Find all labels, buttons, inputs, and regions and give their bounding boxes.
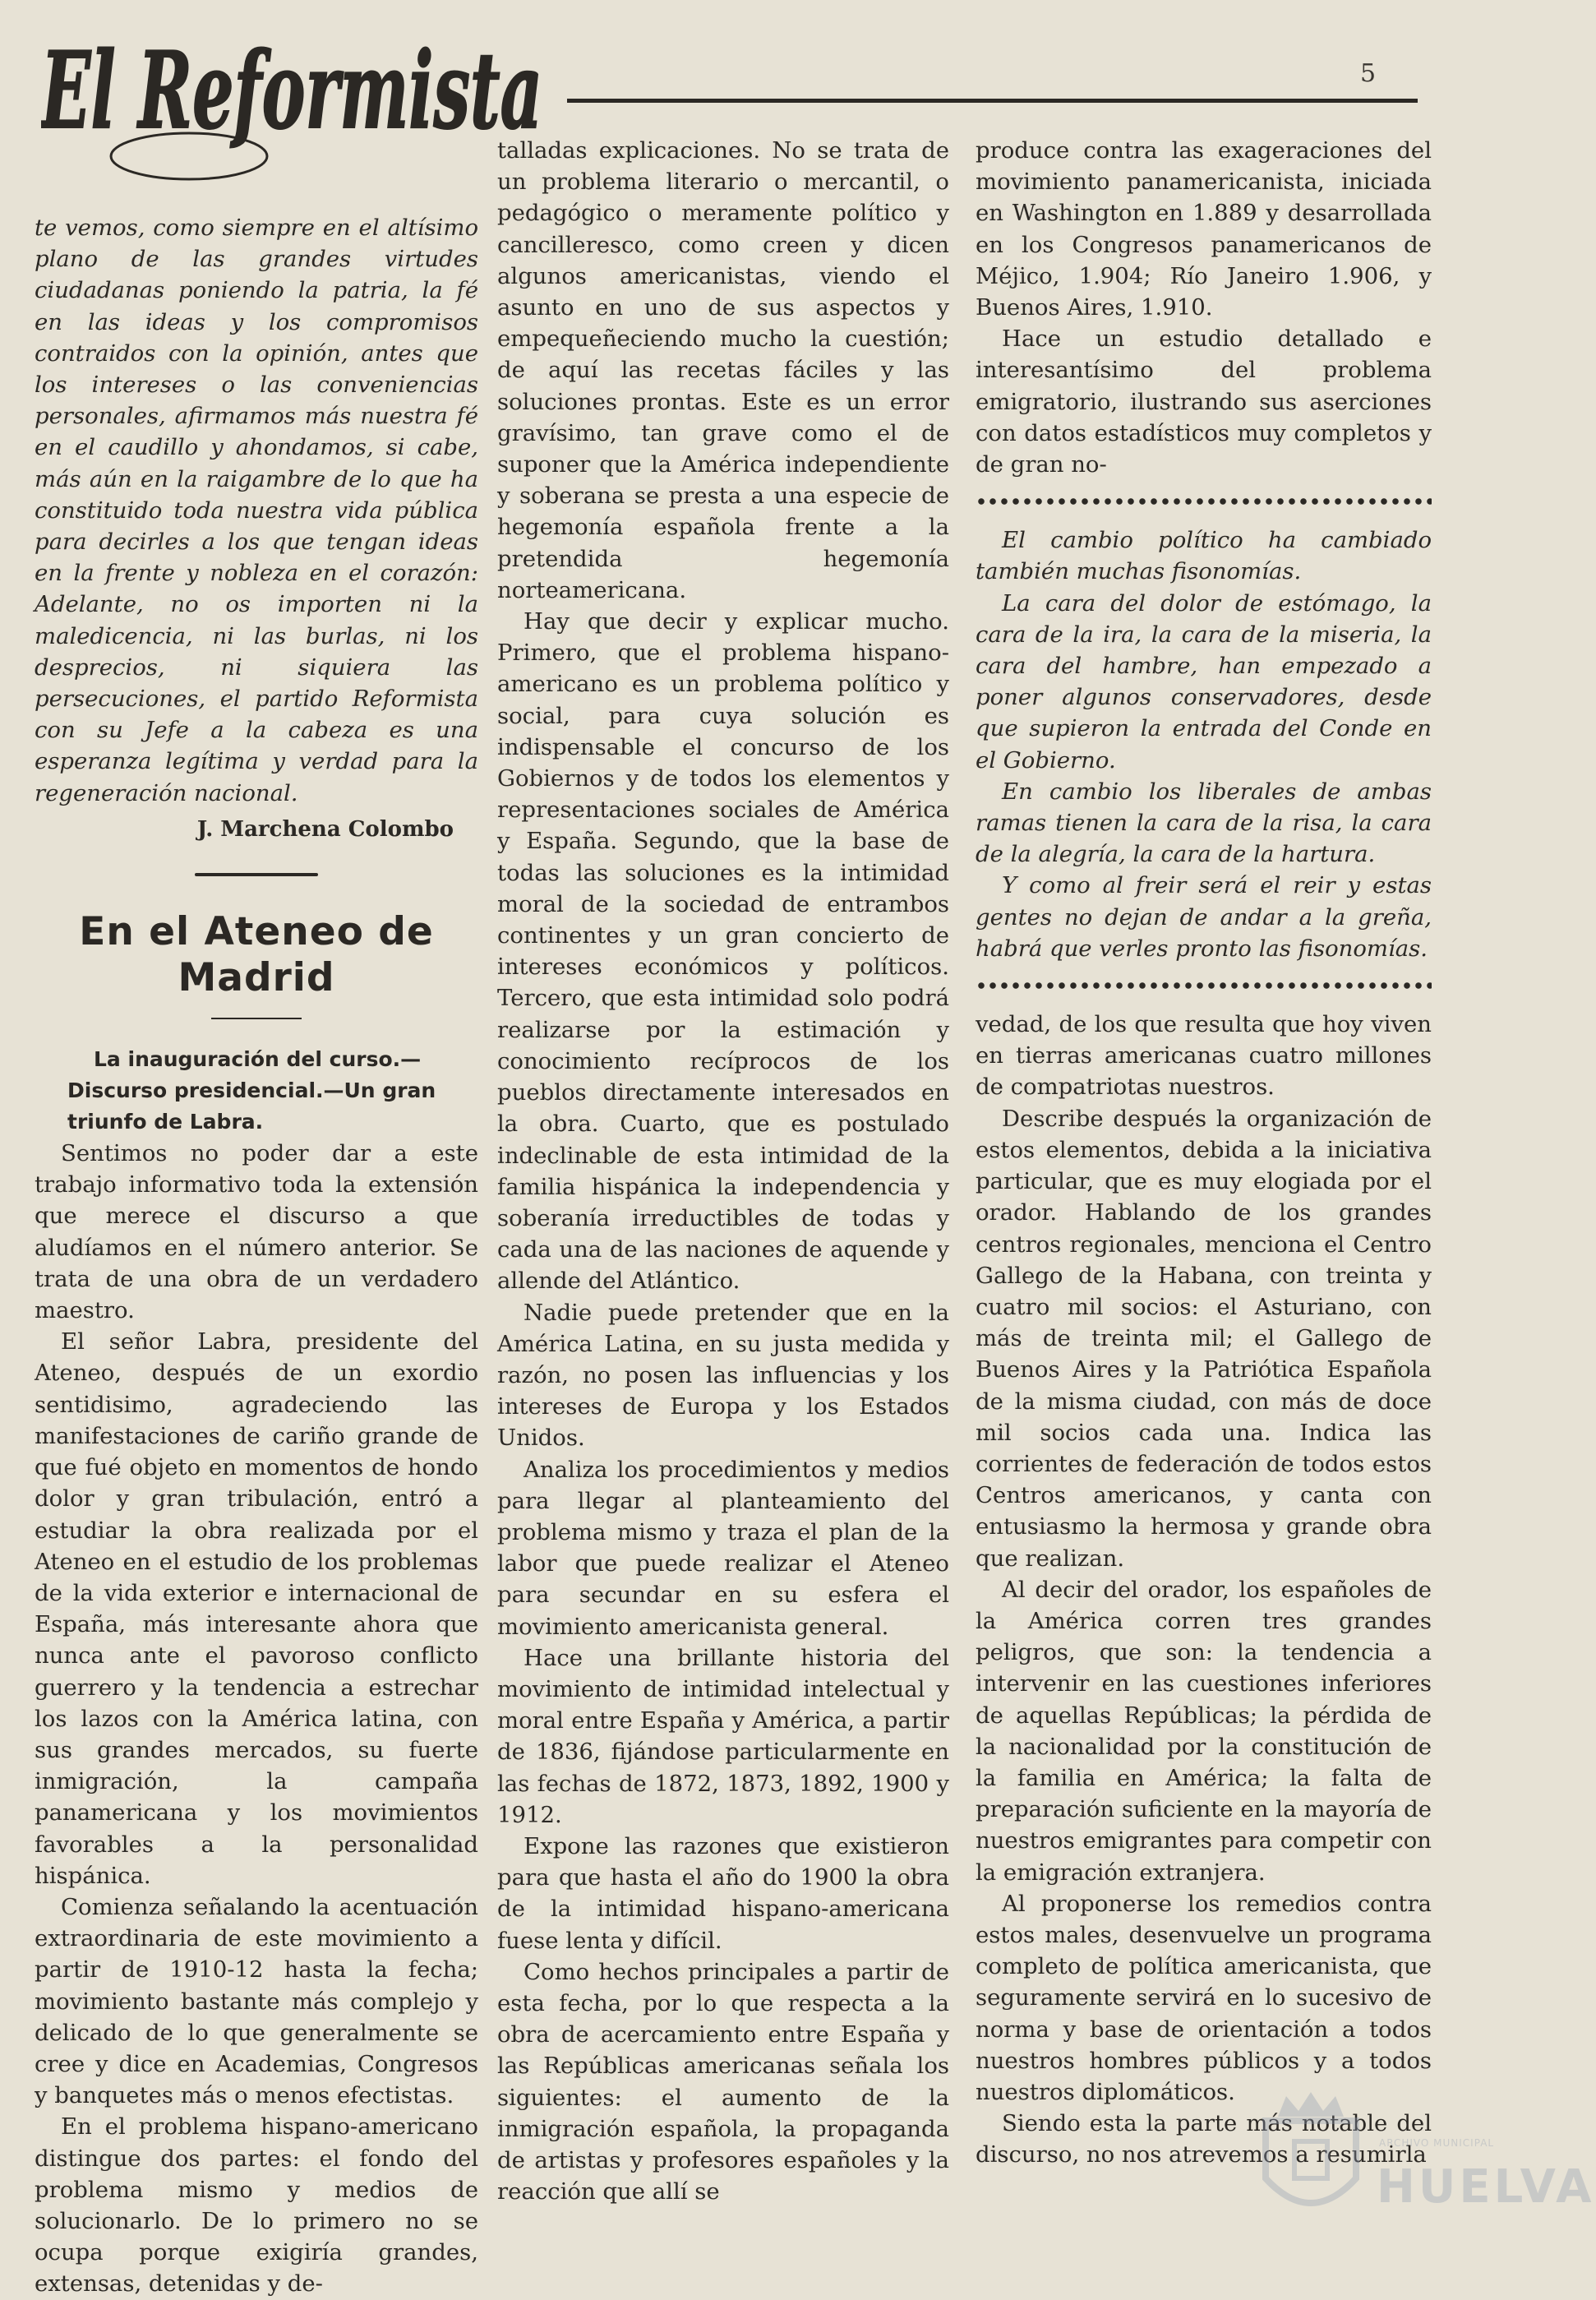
column-2: [497, 135, 949, 2207]
paragraph: Analiza los procedimientos y medios para llegar al planteamiento del problema mismo y traza el plan de la labor que puede realizar el Ateneo para secundar en su esfera el movimiento americanista general.: [497, 1456, 949, 1640]
paragraph: Siendo esta la parte más notable del discurso, no nos atrevemos a resumirla: [976, 2110, 1432, 2168]
note-paragraph: En cambio los liberales de ambas ramas tienen la cara de la risa, la cara de la alegría, la cara de la hartura.: [976, 778, 1432, 868]
dashed-divider: [976, 982, 1432, 989]
watermark-archive-label: ARCHIVO MUNICIPAL: [1379, 2137, 1495, 2149]
coat-of-arms-icon: [1249, 2088, 1372, 2228]
svg-text:El Reformista: El Reformista: [41, 33, 543, 153]
paragraph: Al proponerse los remedios contra estos males, desenvuelve un programa completo de política americanista, que seguramente servirá en lo sucesivo de norma y base de orientación a todos nuestros hombres públicos y a todos nuestros diplomáticos.: [976, 1890, 1432, 2105]
paragraph: Hace un estudio detallado e interesantísimo del problema emigratorio, ilustrando sus aserciones con datos estadísticos muy completos y de gran no-: [976, 326, 1432, 478]
paragraph: Al decir del orador, los españoles de la América corren tres grandes peligros, que son: la tendencia a intervenir en las cuestiones inferiores de aquellas Repúblicas; la pérdida de la nacionalidad por la constitución de la familia en América; la falta de preparación suficiente en la mayoría de nuestros emigrantes para competir con la emigración extranjera.: [976, 1576, 1432, 1886]
paragraph: Sentimos no poder dar a este trabajo informativo toda la extensión que merece el discurso a que aludíamos en el número anterior. Se trata de una obra de un verdadero maestro.: [35, 1140, 478, 1324]
paragraph: El señor Labra, presidente del Ateneo, después de un exordio sentidisimo, agradeciendo las manifestaciones de cariño grande de que fué objeto en momentos de hondo dolor y gran tribulación, entró a estudiar la obra realizada por el Ateneo en el estudio de los problemas de la vida exterior e internacional de España, más interesante ahora que nunca ante el pavoroso conflicto guerrero y la tendencia a estrechar los lazos con la América latina, con sus grandes mercados, su fuerte inmigración, la campaña panamericana y los movimientos favorables a la personalidad hispánica.: [35, 1328, 478, 1889]
masthead-logo: [41, 33, 551, 189]
archive-watermark: [1249, 2088, 1595, 2228]
paragraph: vedad, de los que resulta que hoy viven en tierras americanas cuatro millones de compatriotas nuestros.: [976, 1011, 1432, 1101]
article-title: En el Ateneo de Madrid: [79, 909, 434, 1001]
paragraph: En el problema hispano-americano distingue dos partes: el fondo del problema mismo y medios de solucionarlo. De lo primero no se ocupa porque exigiría grandes, extensas, detenidas y de-: [35, 2113, 478, 2298]
page-number: 5: [1360, 59, 1377, 88]
paragraph: Hace una brillante historia del movimiento de intimidad intelectual y moral entre España y América, a partir de 1836, fijándose particularmente en las fechas de 1872, 1873, 1892, 1900 y 1912.: [497, 1644, 949, 1828]
masthead-rule: [567, 99, 1418, 103]
boxed-note: [976, 524, 1432, 964]
paragraph: Como hechos principales a partir de esta fecha, por lo que respecta a la obra de acercamiento entre España y las Repúblicas americanas señala los siguientes: el aumento de la inmigración española, la propaganda de artistas y profesores españoles y la reacción que allí se: [497, 1958, 949, 2205]
author-signature: J. Marchena Colombo: [196, 816, 454, 842]
note-paragraph: La cara del dolor de estómago, la cara de la ira, la cara de la miseria, la cara del hambre, han empezado a poner algunos conservadores, desde que supieron la entrada del Conde en el Gobierno.: [976, 589, 1432, 774]
note-paragraph: Y como al freir será el reir y estas gentes no dejan de andar a la greña, habrá que verles pronto las fisonomías.: [976, 872, 1432, 962]
article-subtitle: La inauguración del curso.—Discurso presidencial.—Un gran triunfo de Labra.: [67, 1047, 436, 1134]
paragraph: Comienza señalando la acentuación extraordinaria de este movimiento a partir de 1910-12 hasta la fecha; movimiento bastante más complejo y delicado de lo que generalmente se cree y dice en Academias, Congresos y banquetes más o menos efectistas.: [35, 1893, 478, 2109]
paragraph: produce contra las exageraciones del movimiento panamericanista, iniciada en Washington en 1.889 y desarrollada en los Congresos panamericanos de Méjico, 1.904; Río Janeiro 1.906, y Buenos Aires, 1.910.: [976, 137, 1432, 321]
paragraph: Describe después la organización de estos elementos, debida a la iniciativa particular, que es muy elogiada por el orador. Hablando de los grandes centros regionales, menciona el Centro Gallego de la Habana, con treinta y cuatro mil socios: el Asturiano, con más de treinta mil; el Gallego de Buenos Aires y la Patriótica Española de la misma ciudad, con más de doce mil socios cada una. Indica las corrientes de federación de todos estos Centros americanos, y canta con entusiasmo la hermosa y grande obra que realizan.: [976, 1105, 1432, 1572]
article1-closing-text: te vemos, como siempre en el altísimo plano de las grandes virtudes ciudadanas poniendo la patria, la fé en las ideas y los compromisos contraidos con la opinión, antes que los intereses o las conveniencias personales, afirmamos más nuestra fé en el caudillo y ahondamos, si cabe, más aún en la raigambre de lo que ha constituido toda nuestra vida pública para decirles a los que tengan ideas en la frente y nobleza en el corazón: Adelante, no os importen ni la maledicencia, ni las burlas, ni los desprecios, ni siquiera las persecuciones, el partido Reformista con su Jefe a la cabeza es una esperanza legítima y verdad para la regeneración nacional.: [35, 215, 478, 806]
dashed-divider: [976, 498, 1432, 505]
paragraph: Expone las razones que existieron para que hasta el año do 1900 la obra de la intimidad hispano-americana fuese lenta y difícil.: [497, 1832, 949, 1954]
paragraph: Nadie puede pretender que en la América Latina, en su justa medida y razón, no posen las influencias y los intereses de Europa y los Estados Unidos.: [497, 1299, 949, 1452]
title-divider: [211, 1018, 302, 1019]
note-paragraph: El cambio político ha cambiado también muchas fisonomías.: [976, 527, 1432, 585]
watermark-text: HUELVA: [1377, 2160, 1595, 2214]
paragraph: talladas explicaciones. No se trata de un problema literario o mercantil, o pedagógico o meramente político y cancilleresco, como creen y dicen algunos americanistas, viendo el asunto en uno de sus aspectos y empequeñeciendo mucho la cuestión; de aquí las recetas fáciles y las soluciones prontas. Este es un error gravísimo, tan grave como el de suponer que la América independiente y soberana se presta a una especie de hegemonía española frente a la pretendida hegemonía norteamericana.: [497, 137, 949, 603]
column-1: [35, 212, 478, 2300]
ornament-divider: [195, 873, 318, 876]
column-3: [976, 135, 1432, 2171]
masthead: [41, 33, 551, 189]
paragraph: Hay que decir y explicar mucho. Primero, que el problema hispano-americano es un problema político y social, para cuya solución es indispensable el concurso de los Gobiernos y de todos los elementos y representaciones sociales de América y España. Segundo, que la base de todas las soluciones es la intimidad moral de la sociedad de entrambos continentes y un gran concierto de intereses económicos y políticos. Tercero, que esta intimidad solo podrá realizarse por la estimación y conocimiento recíprocos de los pueblos directamente interesados en la obra. Cuarto, que es postulado indeclinable de esta intimidad de la familia hispánica la independencia y soberanía irreductibles de todas y cada una de las naciones de aquende y allende del Atlántico.: [497, 608, 949, 1295]
